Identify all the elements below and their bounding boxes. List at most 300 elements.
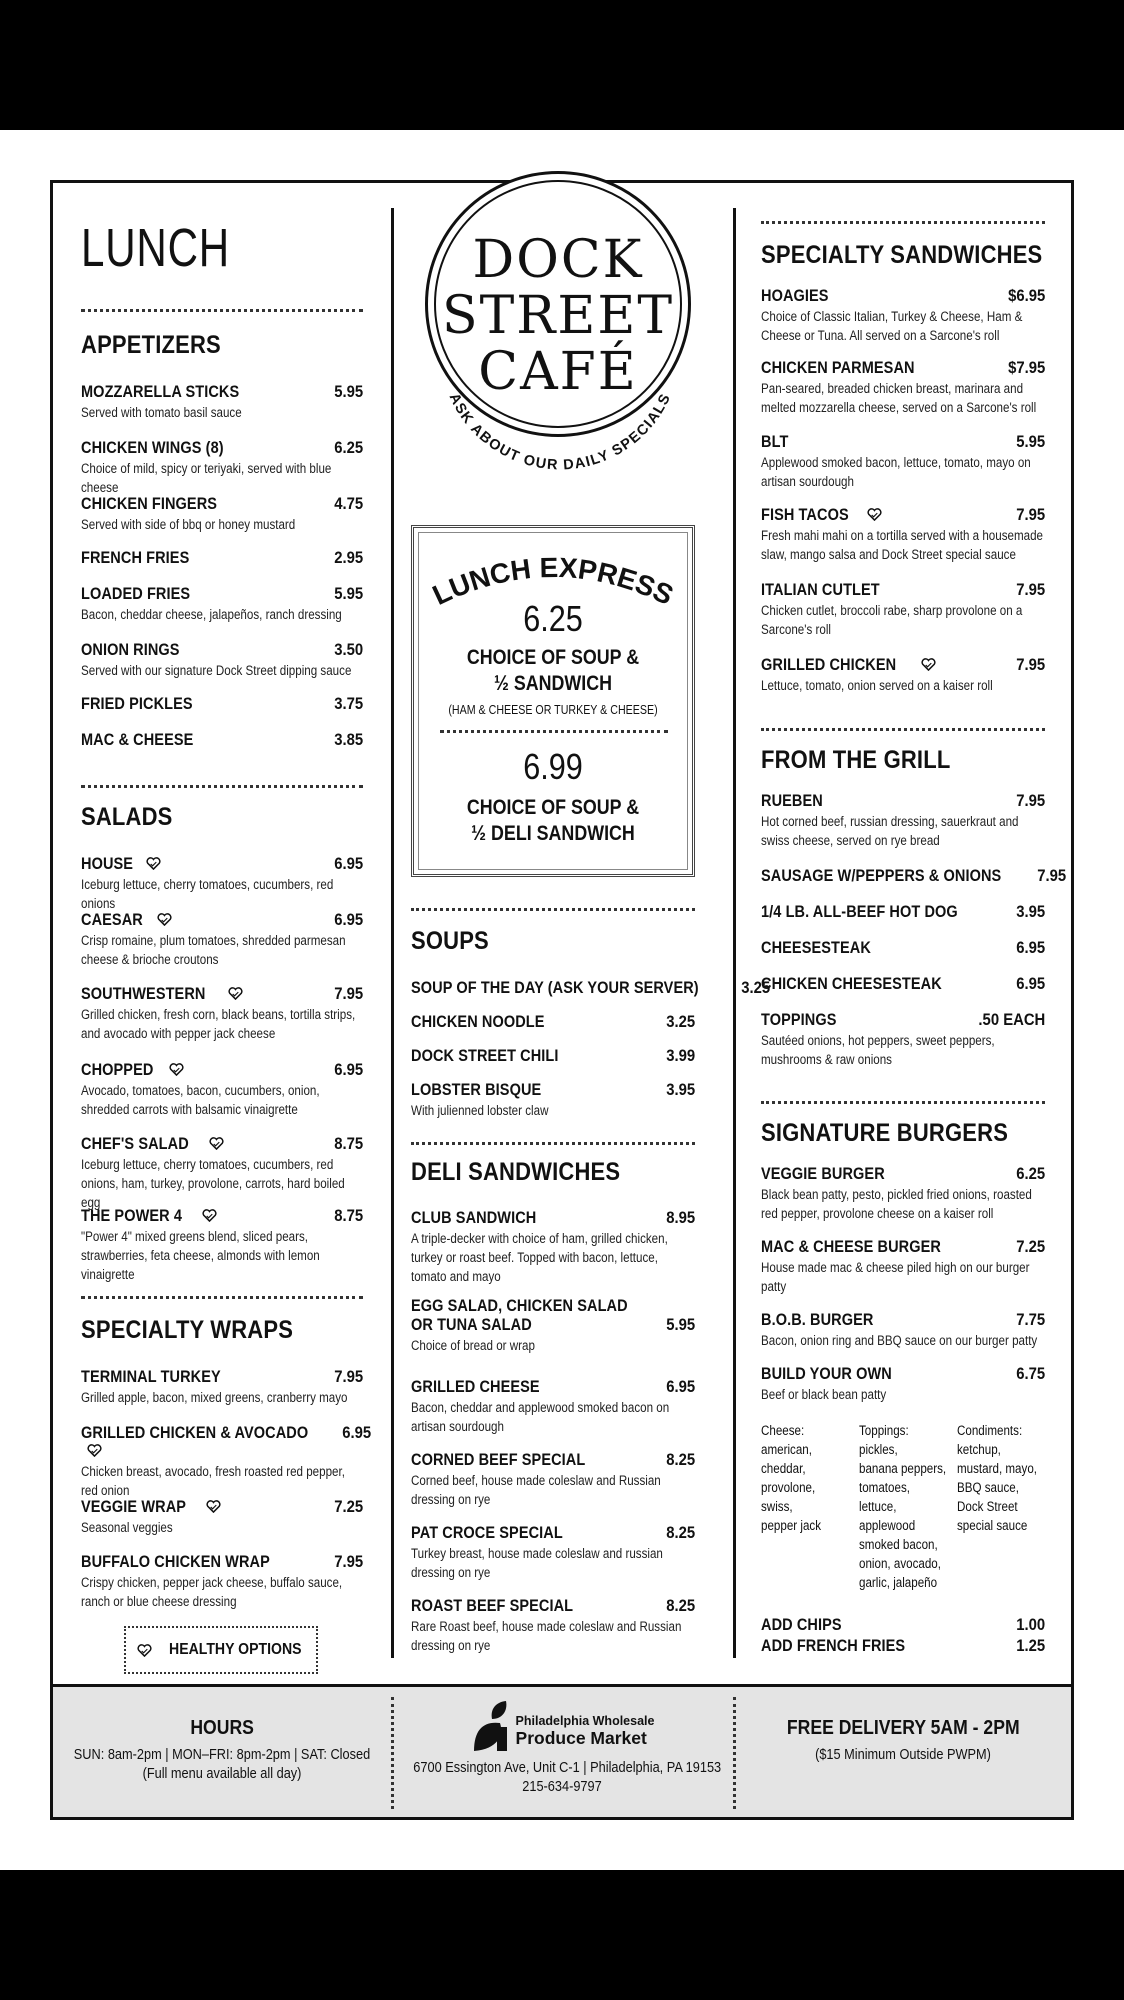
- lunch-title: LUNCH: [81, 218, 231, 278]
- menu-item-description: Grilled apple, bacon, mixed greens, cranberry mayo: [81, 1390, 348, 1405]
- cheese-options: [761, 1421, 844, 1535]
- menu-item: [81, 1368, 363, 1407]
- menu-item-name: ONION RINGS: [81, 641, 180, 659]
- menu-item-row: [81, 695, 363, 714]
- menu-item-row: [761, 1238, 1045, 1257]
- menu-item-row: [411, 1597, 695, 1616]
- menu-item: [761, 1311, 1045, 1350]
- menu-item: [81, 1498, 363, 1537]
- menu-item-name-box: [411, 1597, 595, 1616]
- menu-item-price: 6.95: [342, 1424, 372, 1442]
- menu-item-price: 4.75: [334, 495, 363, 513]
- menu-item: [81, 383, 363, 422]
- top-black-bar: [0, 0, 1124, 130]
- menu-item-price: 6.95: [334, 911, 363, 929]
- menu-item-price: 5.95: [334, 585, 363, 603]
- menu-item-price: 3.75: [334, 695, 363, 713]
- healthy-options-label: HEALTHY OPTIONS: [169, 1641, 302, 1658]
- menu-item-name: FISH TACOS: [761, 506, 849, 524]
- menu-item-row: [81, 383, 363, 402]
- menu-item-description: Crisp romaine, plum tomatoes, shredded parmesan cheese & brioche croutons: [81, 933, 346, 967]
- menu-item-name: ITALIAN CUTLET: [761, 581, 880, 599]
- menu-item-name-line2: OR TUNA SALAD: [411, 1316, 532, 1334]
- menu-item-row: [411, 1209, 695, 1228]
- menu-item-description: Choice of Classic Italian, Turkey & Cheese, Ham & Cheese or Tuna. All served on a Sarcone's roll: [761, 309, 1023, 343]
- menu-item-row: [411, 1316, 695, 1335]
- menu-item-name: SAUSAGE W/PEPPERS & ONIONS: [761, 867, 1002, 885]
- menu-item-price: 7.25: [334, 1498, 363, 1516]
- menu-item: [411, 1209, 695, 1286]
- svg-text:ASK ABOUT OUR DAILY SPECIALS: [446, 391, 675, 474]
- addon-row: [761, 1616, 1045, 1635]
- menu-item-description: Served with our signature Dock Street dipping sauce: [81, 663, 352, 678]
- menu-item-name: SOUP OF THE DAY (ASK YOUR SERVER): [411, 979, 699, 997]
- menu-item-price: 5.95: [1016, 433, 1045, 451]
- healthy-heart-icon: [146, 857, 161, 870]
- menu-item-row: [411, 1081, 695, 1100]
- offer1-price: 6.25: [523, 598, 583, 639]
- menu-item-name: TERMINAL TURKEY: [81, 1368, 221, 1386]
- menu-item-name: CORNED BEEF SPECIAL: [411, 1451, 586, 1469]
- menu-item-name: PAT CROCE SPECIAL: [411, 1524, 563, 1542]
- menu-item-price: 2.95: [334, 549, 363, 567]
- offer2-line1: CHOICE OF SOUP &: [466, 796, 640, 819]
- column-divider-right: [733, 208, 736, 1658]
- menu-item-name-box: [761, 656, 936, 675]
- menu-item-row: [761, 581, 1045, 600]
- menu-item-row: [761, 433, 1045, 452]
- menu-item-row: [81, 1135, 363, 1154]
- menu-item-price: 8.25: [666, 1597, 695, 1615]
- market-line2: Produce Market: [515, 1727, 647, 1748]
- menu-item-name-box: [81, 911, 172, 930]
- menu-item: [81, 855, 363, 913]
- option-entry: lettuce,: [859, 1499, 897, 1514]
- menu-item: [761, 1011, 1045, 1069]
- menu-item-price: 5.95: [666, 1316, 695, 1334]
- healthy-options-box: [124, 1626, 318, 1674]
- menu-item-price: 6.95: [334, 855, 363, 873]
- menu-item-name: EGG SALAD, CHICKEN SALAD: [411, 1297, 628, 1315]
- menu-item-name: DOCK STREET CHILI: [411, 1047, 559, 1065]
- menu-item-description: Iceburg lettuce, cherry tomatoes, cucumbers, red onions, ham, turkey, provolone, carrots, hard boiled egg: [81, 1157, 345, 1210]
- divider: [411, 1142, 695, 1145]
- menu-item: [761, 433, 1045, 491]
- healthy-heart-icon: [209, 1137, 224, 1150]
- menu-item-row: [81, 985, 363, 1004]
- section-title-soups: SOUPS: [411, 927, 489, 955]
- menu-item-description: Sautéed onions, hot peppers, sweet peppers, mushrooms & raw onions: [761, 1033, 995, 1067]
- menu-item-row: [81, 1498, 363, 1517]
- menu-item-name: HOUSE: [81, 855, 134, 873]
- healthy-heart-icon: [87, 1444, 102, 1457]
- menu-item-name-box: [81, 855, 161, 874]
- menu-item-row: [81, 549, 363, 568]
- menu-item-name: THE POWER 4: [81, 1207, 183, 1225]
- menu-item-row: [761, 1365, 1045, 1384]
- section-title-burgers: SIGNATURE BURGERS: [761, 1119, 1009, 1147]
- menu-item-row: [761, 1165, 1045, 1184]
- delivery-title-text: FREE DELIVERY 5AM - 2PM: [786, 1717, 1020, 1739]
- menu-item: [411, 1297, 695, 1355]
- menu-item: [761, 939, 1045, 958]
- menu-item-description: A triple-decker with choice of ham, grilled chicken, turkey or roast beef. Topped with bacon, lettuce, tomato and mayo: [411, 1231, 668, 1284]
- option-entry: banana peppers,: [859, 1461, 947, 1476]
- menu-item-price: $7.95: [1007, 359, 1045, 377]
- option-entry: mustard, mayo,: [957, 1461, 1038, 1476]
- condiments-list: [957, 1440, 1052, 1535]
- menu-item: [761, 581, 1045, 639]
- menu-item-name: CHICKEN CHEESESTEAK: [761, 975, 942, 993]
- section-title-wraps: SPECIALTY WRAPS: [81, 1316, 294, 1344]
- menu-item-row: [81, 911, 363, 930]
- menu-item: [761, 359, 1045, 417]
- option-entry: american,: [761, 1442, 812, 1457]
- menu-item-name-box: [81, 1368, 240, 1387]
- addon-price: 1.25: [1016, 1637, 1045, 1655]
- menu-item-name-box: [81, 1135, 224, 1154]
- menu-item-name-box: [411, 1297, 657, 1316]
- menu-item-row: [81, 495, 363, 514]
- section-title-deli: DELI SANDWICHES: [411, 1158, 621, 1186]
- menu-item-description: Pan-seared, breaded chicken breast, marinara and melted mozzarella cheese, served on a Sarcone's roll: [761, 381, 1037, 415]
- divider: [761, 1101, 1045, 1104]
- menu-item-description: Iceburg lettuce, cherry tomatoes, cucumbers, red onions: [81, 877, 334, 911]
- menu-item: [411, 1378, 695, 1436]
- healthy-heart-icon: [157, 913, 172, 926]
- middle-column: [411, 183, 771, 1683]
- menu-item-row: [411, 1378, 695, 1397]
- menu-item: [761, 287, 1045, 345]
- menu-item: [761, 903, 1045, 922]
- menu-item-row: [761, 867, 1067, 886]
- menu-item-price: 8.95: [666, 1209, 695, 1227]
- menu-item-name: CHICKEN NOODLE: [411, 1013, 545, 1031]
- menu-item-row: [761, 903, 1045, 922]
- menu-item-name: ROAST BEEF SPECIAL: [411, 1597, 574, 1615]
- footer: [53, 1684, 1071, 1817]
- condiments-options: [957, 1421, 1052, 1535]
- menu-item-name-box: [761, 1238, 966, 1257]
- addon-name: ADD FRENCH FRIES: [761, 1637, 906, 1655]
- menu-item-name-box: [761, 903, 985, 922]
- menu-item-description: Served with side of bbq or honey mustard: [81, 517, 296, 532]
- option-entry: garlic, jalapeño: [859, 1575, 938, 1590]
- menu-item: [411, 1047, 695, 1066]
- menu-item-description: Lettuce, tomato, onion served on a kaiser roll: [761, 678, 993, 693]
- menu-item-name: GRILLED CHEESE: [411, 1378, 540, 1396]
- option-entry: Dock Street: [957, 1499, 1018, 1514]
- menu-item-row: [761, 792, 1045, 811]
- menu-item-name: FRENCH FRIES: [81, 549, 190, 567]
- option-entry: BBQ sauce,: [957, 1480, 1019, 1495]
- menu-item: [411, 1081, 695, 1120]
- menu-item-name: CLUB SANDWICH: [411, 1209, 537, 1227]
- menu-item: [761, 867, 1067, 886]
- menu-item-row: [411, 1297, 695, 1316]
- menu-item-name: B.O.B. BURGER: [761, 1311, 874, 1329]
- menu-item-row: [411, 1047, 695, 1066]
- addon-price: 1.00: [1016, 1616, 1045, 1634]
- menu-item: [411, 1597, 695, 1655]
- menu-item: [81, 911, 363, 969]
- healthy-heart-icon: [921, 658, 936, 671]
- option-entry: swiss,: [761, 1499, 793, 1514]
- menu-item-row: [761, 1311, 1045, 1330]
- menu-item-name-box: [81, 695, 208, 714]
- option-entry: onion, avocado,: [859, 1556, 941, 1571]
- menu-item-price: 6.95: [1016, 939, 1045, 957]
- market-logo: [393, 1699, 731, 1753]
- healthy-heart-icon: [228, 987, 243, 1000]
- menu-item-description: Served with tomato basil sauce: [81, 405, 242, 420]
- menu-item-price: 6.95: [666, 1378, 695, 1396]
- option-entry: cheddar,: [761, 1461, 806, 1476]
- cheese-label: Cheese:: [761, 1423, 805, 1438]
- hours-line: SUN: 8am-2pm | MON–FRI: 8pm-2pm | SAT: Closed: [73, 1747, 371, 1763]
- menu-item-name-box: [81, 641, 193, 660]
- menu-item: [81, 585, 363, 624]
- menu-item: [81, 695, 363, 714]
- menu-item: [761, 506, 1045, 564]
- divider: [81, 309, 363, 312]
- menu-item-row: [761, 1011, 1045, 1030]
- menu-frame: [50, 180, 1074, 1820]
- menu-item-description: Applewood smoked bacon, lettuce, tomato, mayo on artisan sourdough: [761, 455, 1031, 489]
- menu-item: [81, 1207, 363, 1284]
- menu-item-row: [761, 359, 1045, 378]
- menu-item: [411, 979, 771, 998]
- menu-item-name-box: [761, 975, 966, 994]
- menu-item-name: LOADED FRIES: [81, 585, 191, 603]
- menu-item-name-box: [81, 1061, 184, 1080]
- menu-item-description: Rare Roast beef, house made coleslaw and Russian dressing on rye: [411, 1619, 682, 1653]
- menu-item-name-box: [411, 1378, 557, 1397]
- menu-item-row: [761, 939, 1045, 958]
- section-title-specialty-sandwiches: SPECIALTY SANDWICHES: [761, 241, 1043, 269]
- menu-item-description: Avocado, tomatoes, bacon, cucumbers, onion, shredded carrots with balsamic vinaigrette: [81, 1083, 320, 1117]
- delivery-block: [735, 1687, 1071, 1817]
- condiments-label: Condiments:: [957, 1423, 1023, 1438]
- menu-item-price: 7.95: [1016, 581, 1045, 599]
- menu-item: [81, 439, 363, 497]
- offer2-line2: ½ DELI SANDWICH: [471, 822, 635, 845]
- menu-item-price: $6.95: [1007, 287, 1045, 305]
- delivery-note: ($15 Minimum Outside PWPM): [815, 1747, 991, 1763]
- option-entry: pepper jack: [761, 1518, 822, 1533]
- menu-item-price: .50 EACH: [978, 1011, 1045, 1029]
- menu-item-name: CHEESESTEAK: [761, 939, 871, 957]
- option-entry: pickles,: [859, 1442, 898, 1457]
- healthy-heart-icon: [169, 1063, 184, 1076]
- menu-item-price: 7.25: [1016, 1238, 1045, 1256]
- menu-item-name: LOBSTER BISQUE: [411, 1081, 542, 1099]
- menu-item-name: MOZZARELLA STICKS: [81, 383, 240, 401]
- menu-item-description: Fresh mahi mahi on a tortilla served with a housemade slaw, mango salsa and Dock Street special sauce: [761, 528, 1044, 562]
- market-phone: 215-634-9797: [522, 1779, 602, 1795]
- menu-item-row: [411, 1013, 695, 1032]
- menu-item: [81, 1553, 363, 1611]
- menu-item-price: 7.95: [1037, 867, 1067, 885]
- menu-item-description: Beef or black bean patty: [761, 1387, 887, 1402]
- menu-item-name-box: [81, 985, 243, 1004]
- menu-item-description: Crispy chicken, pepper jack cheese, buffalo sauce, ranch or blue cheese dressing: [81, 1575, 343, 1609]
- option-entry: smoked bacon,: [859, 1537, 938, 1552]
- hours-title: [53, 1717, 391, 1740]
- menu-item: [761, 1365, 1045, 1404]
- bottom-black-bar: [0, 1870, 1124, 2000]
- market-name: [516, 1714, 655, 1749]
- menu-item-name-box: [761, 1165, 902, 1184]
- menu-item-name: 1/4 LB. ALL-BEEF HOT DOG: [761, 903, 958, 921]
- menu-item-price: 7.95: [1016, 506, 1045, 524]
- menu-item-description: Bacon, cheddar and applewood smoked bacon on artisan sourdough: [411, 1400, 670, 1434]
- menu-item-price: 3.50: [334, 641, 363, 659]
- menu-item-description: Hot corned beef, russian dressing, sauerkraut and swiss cheese, served on rye bread: [761, 814, 1019, 848]
- menu-item-row: [81, 1207, 363, 1226]
- menu-item-name: CAESAR: [81, 911, 143, 929]
- menu-item-row: [81, 1061, 363, 1080]
- menu-item: [81, 1424, 372, 1500]
- menu-item-description: Bacon, cheddar cheese, jalapeños, ranch dressing: [81, 607, 342, 622]
- menu-item-name-box: [761, 1365, 910, 1384]
- menu-item-name: GRILLED CHICKEN & AVOCADO: [81, 1424, 309, 1442]
- divider: [761, 221, 1045, 224]
- healthy-heart-icon: [867, 508, 882, 521]
- menu-item-name-box: [761, 359, 936, 378]
- menu-item-name: VEGGIE BURGER: [761, 1165, 885, 1183]
- menu-item-row: [761, 656, 1045, 675]
- menu-item-row: [81, 641, 363, 660]
- menu-item-description: Choice of mild, spicy or teriyaki, served with blue cheese: [81, 461, 332, 495]
- market-line1: Philadelphia Wholesale: [515, 1713, 655, 1728]
- menu-item-price: 6.95: [334, 1061, 363, 1079]
- menu-item-name: CHEF'S SALAD: [81, 1135, 189, 1153]
- menu-item: [81, 549, 363, 568]
- menu-item-row: [81, 439, 363, 458]
- healthy-heart-icon: [202, 1209, 217, 1222]
- menu-item: [81, 1061, 363, 1119]
- menu-item-price: 3.95: [1016, 903, 1045, 921]
- menu-item-name: CHICKEN FINGERS: [81, 495, 218, 513]
- menu-item: [81, 731, 363, 750]
- menu-item-description: Bacon, onion ring and BBQ sauce on our burger patty: [761, 1333, 1038, 1348]
- menu-item-price: 6.75: [1016, 1365, 1045, 1383]
- heart-icon: [137, 1644, 152, 1657]
- menu-item-description: Black bean patty, pesto, pickled fried onions, roasted red pepper, provolone cheese on a kaiser roll: [761, 1187, 1032, 1221]
- menu-item-name-box: [761, 867, 1034, 886]
- menu-item-row: [81, 585, 363, 604]
- menu-item-description: House made mac & cheese piled high on our burger patty: [761, 1260, 1030, 1294]
- menu-item-name-box: [761, 1011, 847, 1030]
- menu-item-name: CHOPPED: [81, 1061, 154, 1079]
- logo-line-3: CAFÉ: [478, 342, 638, 402]
- menu-item: [411, 1524, 695, 1582]
- divider: [411, 908, 695, 911]
- right-column: [761, 183, 1067, 1683]
- menu-item-name-box: [81, 383, 261, 402]
- menu-item-row: [411, 1524, 695, 1543]
- section-title-salads: SALADS: [81, 803, 173, 831]
- hours-block: [53, 1687, 391, 1817]
- option-entry: ketchup,: [957, 1442, 1001, 1457]
- left-column: [81, 183, 419, 1683]
- menu-item-row: [81, 855, 363, 874]
- divider: [81, 785, 363, 788]
- menu-item-name: VEGGIE WRAP: [81, 1498, 187, 1516]
- toppings-options: [859, 1421, 954, 1592]
- menu-item-name-box: [411, 1081, 559, 1100]
- menu-item-name-box: [761, 287, 838, 306]
- menu-item-description: Turkey breast, house made coleslaw and russian dressing on rye: [411, 1546, 663, 1580]
- menu-item-description: "Power 4" mixed greens blend, sliced pears, strawberries, feta cheese, almonds with lemon vinaigrette: [81, 1229, 320, 1282]
- menu-item-price: 7.95: [334, 1553, 363, 1571]
- menu-item: [81, 641, 363, 680]
- menu-item-name-box: [81, 495, 236, 514]
- lunch-express-heading: LUNCH EXPRESS: [427, 551, 679, 611]
- lunch-express-box: [411, 525, 695, 877]
- menu-item-name-box: [411, 1451, 609, 1470]
- menu-item-price: 3.25: [666, 1013, 695, 1031]
- menu-item-description: Seasonal veggies: [81, 1520, 173, 1535]
- logo-line-1: DOCK: [472, 230, 644, 290]
- menu-item-name-box: [81, 439, 243, 458]
- express-divider: [440, 730, 668, 733]
- menu-item: [81, 1135, 363, 1212]
- menu-item: [761, 656, 1045, 695]
- menu-item-row: [81, 1424, 372, 1461]
- offer1-line2: ½ SANDWICH: [493, 672, 613, 695]
- menu-item-price: 8.25: [666, 1451, 695, 1469]
- menu-item-row: [761, 975, 1045, 994]
- menu-item-price: 3.95: [666, 1081, 695, 1099]
- menu-item: [761, 792, 1045, 850]
- addon-name: ADD CHIPS: [761, 1616, 842, 1634]
- menu-item-description: Grilled chicken, fresh corn, black beans, tortilla strips, and avocado with pepper jack cheese: [81, 1007, 356, 1041]
- menu-item-name: BUFFALO CHICKEN WRAP: [81, 1553, 270, 1571]
- menu-item-description: Choice of bread or wrap: [411, 1338, 535, 1353]
- menu-item-description: Chicken cutlet, broccoli rabe, sharp provolone on a Sarcone's roll: [761, 603, 1023, 637]
- menu-item-row: [411, 979, 771, 998]
- section-title-grill: FROM THE GRILL: [761, 746, 951, 774]
- daily-specials-text: ASK ABOUT OUR DAILY SPECIALS: [445, 390, 675, 474]
- menu-item-price: 7.95: [1016, 792, 1045, 810]
- menu-item-name: BUILD YOUR OWN: [761, 1365, 892, 1383]
- menu-item-name: MAC & CHEESE BURGER: [761, 1238, 941, 1256]
- menu-item-row: [81, 1368, 363, 1387]
- menu-item-name: FRIED PICKLES: [81, 695, 193, 713]
- offer1-note: (HAM & CHEESE OR TURKEY & CHEESE): [448, 702, 658, 717]
- menu-item-name-box: [761, 433, 792, 452]
- menu-item-name-box: [81, 1498, 221, 1517]
- menu-item-name-box: [411, 979, 738, 998]
- menu-item-name-box: [81, 731, 209, 750]
- menu-item-row: [81, 731, 363, 750]
- divider: [761, 728, 1045, 731]
- menu-item-price: 8.75: [334, 1135, 363, 1153]
- divider: [81, 1296, 363, 1299]
- menu-item-price: 6.95: [1016, 975, 1045, 993]
- menu-item-price: 3.85: [334, 731, 363, 749]
- menu-item: [761, 975, 1045, 994]
- menu-item-name: CHICKEN PARMESAN: [761, 359, 915, 377]
- menu-item-price: 6.25: [1016, 1165, 1045, 1183]
- menu-item: [81, 985, 363, 1043]
- toppings-list: [859, 1440, 954, 1592]
- produce-leaf-icon: [470, 1699, 510, 1753]
- offer1-line1: CHOICE OF SOUP &: [466, 646, 640, 669]
- menu-item-price: 3.99: [666, 1047, 695, 1065]
